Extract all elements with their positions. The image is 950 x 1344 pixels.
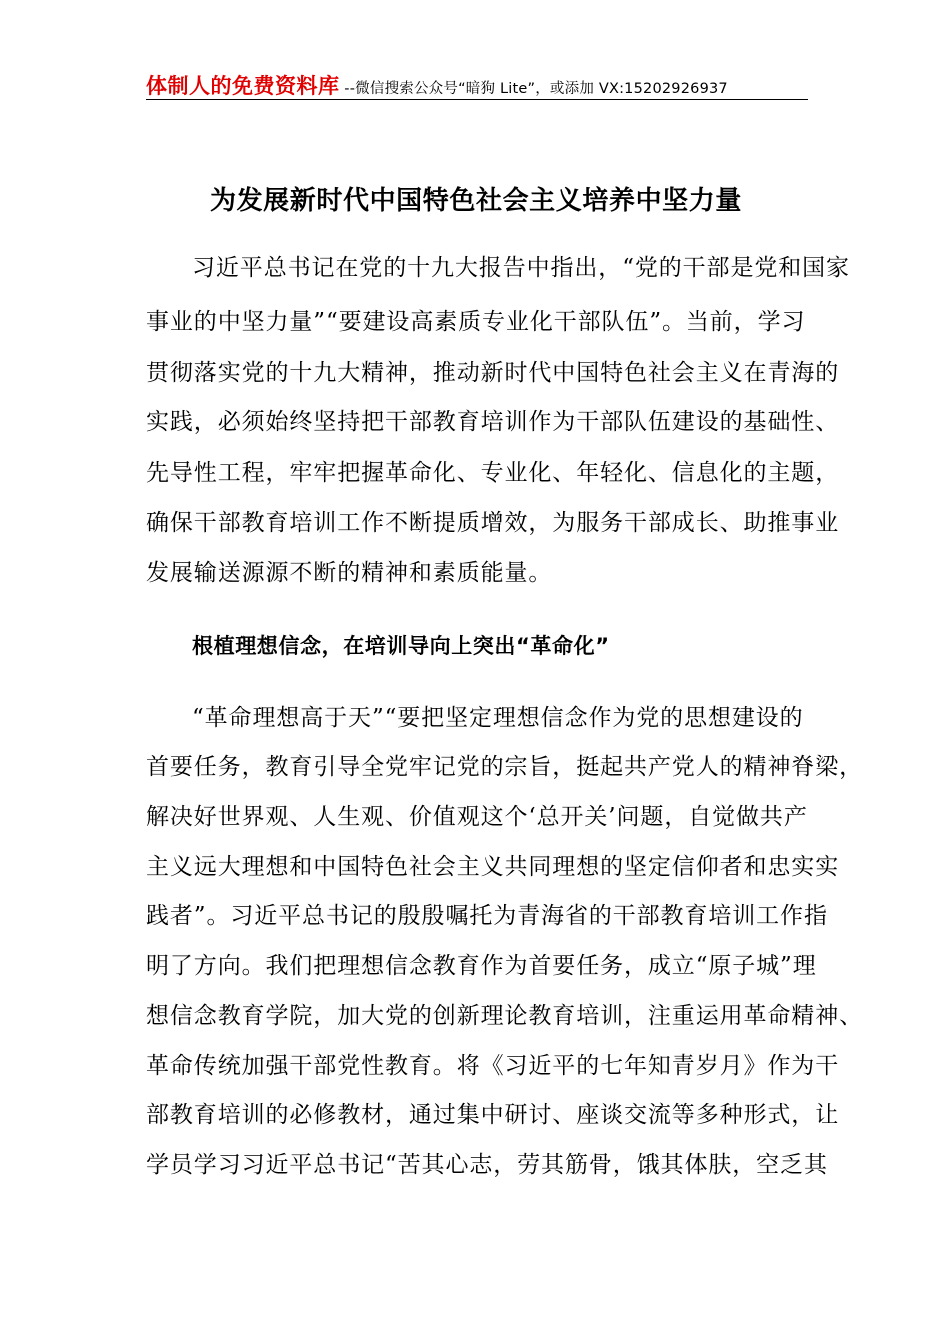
header-divider: [146, 99, 808, 100]
section-1-line: 解决好世界观、人生观、价值观这个‘总开关’问题，自觉做共产: [146, 804, 808, 830]
paragraph-1-line: 确保干部教育培训工作不断提质增效，为服务干部成长、助推事业: [146, 510, 840, 536]
section-1-line: 明了方向。我们把理想信念教育作为首要任务，成立“原子城”理: [146, 953, 817, 979]
section-1-line: 践者”。习近平总书记的殷殷嘱托为青海省的干部教育培训工作指: [146, 903, 828, 929]
paragraph-1-line: 贯彻落实党的十九大精神，推动新时代中国特色社会主义在青海的: [146, 360, 840, 386]
section-1-line: “革命理想高于天”“要把坚定理想信念作为党的思想建设的: [192, 705, 804, 731]
header-banner: [146, 70, 808, 100]
paragraph-1-line: 习近平总书记在党的十九大报告中指出，“党的干部是党和国家: [192, 255, 850, 281]
paragraph-1-line: 事业的中坚力量”“要建设高素质专业化干部队伍”。当前，学习: [146, 309, 806, 335]
section-1-heading: 根植理想信念，在培训导向上突出“革命化”: [192, 634, 610, 658]
section-1-line: 革命传统加强干部党性教育。将《习近平的七年知青岁月》作为干: [146, 1053, 840, 1079]
section-1-line: 主义远大理想和中国特色社会主义共同理想的坚定信仰者和忠实实: [146, 854, 840, 880]
section-1-line: 学员学习习近平总书记“苦其心志，劳其筋骨，饿其体肤，空乏其: [146, 1152, 828, 1178]
section-1-line: 首要任务，教育引导全党牢记党的宗旨，挺起共产党人的精神脊梁，: [146, 754, 863, 780]
section-1-line: 想信念教育学院，加大党的创新理论教育培训，注重运用革命精神、: [146, 1003, 863, 1029]
section-1-line: 部教育培训的必修教材，通过集中研讨、座谈交流等多种形式，让: [146, 1102, 840, 1128]
paragraph-1-line: 发展输送源源不断的精神和素质能量。: [146, 560, 553, 586]
paragraph-1-line: 先导性工程，牢牢把握革命化、专业化、年轻化、信息化的主题，: [146, 460, 840, 486]
header-brand: 体制人的免费资料库: [146, 74, 340, 98]
paragraph-1-line: 实践，必须始终坚持把干部教育培训作为干部队伍建设的基础性、: [146, 409, 840, 435]
document-title: 为发展新时代中国特色社会主义培养中坚力量: [209, 186, 742, 216]
header-note: --微信搜索公众号“暗狗 Lite”，或添加 VX:15202926937: [339, 81, 728, 97]
